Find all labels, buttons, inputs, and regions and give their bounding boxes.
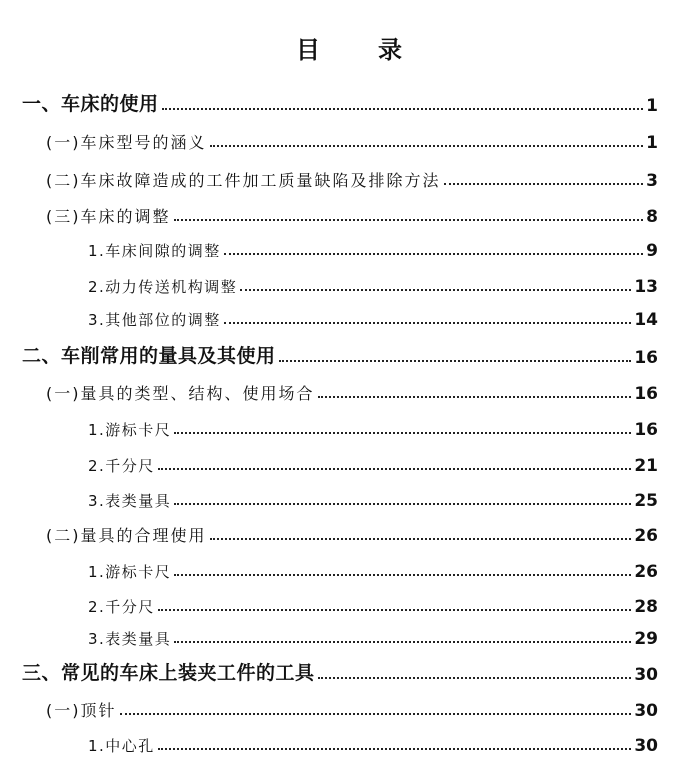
toc-entry-label: (三)车床的调整 — [46, 207, 171, 226]
toc-entry-page: 14 — [634, 310, 658, 330]
toc-entry — [88, 722, 658, 756]
toc-entry-label: 一、车床的使用 — [22, 93, 159, 115]
toc-entry-page: 8 — [646, 207, 658, 227]
toc-entry-label: 1.游标卡尺 — [88, 421, 172, 439]
dot-leader — [210, 144, 644, 147]
page-title — [0, 30, 698, 65]
toc-entry-label: (二)量具的合理使用 — [46, 526, 207, 545]
title-char-left: 目 — [296, 35, 320, 64]
dot-leader — [174, 573, 631, 576]
toc-entry-page: 28 — [634, 597, 658, 617]
dot-leader — [318, 676, 632, 679]
toc-entry-page: 21 — [634, 456, 658, 476]
toc-entry-page: 30 — [634, 665, 658, 685]
dot-leader — [279, 359, 632, 362]
dot-leader — [162, 107, 644, 110]
toc-entry-label: 1.中心孔 — [88, 737, 155, 755]
dot-leader — [174, 431, 631, 434]
toc-entry-page: 13 — [634, 277, 658, 297]
toc-entry — [46, 193, 658, 227]
toc-entry — [88, 615, 658, 649]
toc-entry — [88, 227, 658, 261]
toc-entry — [46, 512, 658, 546]
toc-entry-page: 29 — [634, 629, 658, 649]
toc-entry-page: 1 — [646, 133, 658, 153]
toc-entry-label: (一)车床型号的涵义 — [46, 133, 207, 152]
dot-leader — [158, 747, 632, 750]
toc-entry-label: (二)车床故障造成的工件加工质量缺陷及排除方法 — [46, 171, 441, 190]
dot-leader — [120, 712, 632, 715]
toc-entry — [88, 406, 658, 440]
toc-entry-label: 三、常见的车床上装夹工件的工具 — [22, 662, 315, 684]
dot-leader — [174, 640, 631, 643]
dot-leader — [224, 321, 632, 324]
toc-entry-page: 30 — [634, 701, 658, 721]
dot-leader — [224, 252, 643, 255]
toc-entry-label: (一)顶针 — [46, 701, 117, 720]
toc-entry-page: 26 — [634, 526, 658, 546]
toc-entry-page: 1 — [646, 96, 658, 116]
dot-leader — [444, 182, 644, 185]
toc-entry — [88, 442, 658, 476]
toc-entry — [88, 296, 658, 330]
toc-entry — [46, 119, 658, 153]
title-char-right: 录 — [378, 35, 402, 64]
dot-leader — [318, 395, 632, 398]
toc-entry-label: 二、车削常用的量具及其使用 — [22, 345, 276, 367]
toc-entry — [88, 548, 658, 582]
toc-entry-label: (一)量具的类型、结构、使用场合 — [46, 384, 315, 403]
toc-entry-page: 9 — [646, 241, 658, 261]
toc-entry-page: 16 — [634, 348, 658, 368]
toc-entry-page: 25 — [634, 491, 658, 511]
dot-leader — [210, 537, 632, 540]
dot-leader — [174, 502, 631, 505]
toc-entry-label: 1.游标卡尺 — [88, 563, 172, 581]
toc-entry-label: 2.动力传送机构调整 — [88, 278, 238, 296]
dot-leader — [240, 288, 631, 291]
toc-entry-page: 16 — [634, 384, 658, 404]
toc-entry — [22, 82, 658, 116]
dot-leader — [158, 467, 632, 470]
toc-entry-page: 3 — [646, 171, 658, 191]
toc-entry-label: 3.其他部位的调整 — [88, 311, 221, 329]
toc-entry — [46, 370, 658, 404]
toc-entry-label: 2.千分尺 — [88, 598, 155, 616]
toc-entry — [88, 263, 658, 297]
toc-entry-label: 3.表类量具 — [88, 630, 172, 648]
toc-entry — [88, 477, 658, 511]
toc-entry — [22, 651, 658, 685]
toc-entry-label: 3.表类量具 — [88, 492, 172, 510]
toc-entry-page: 30 — [634, 736, 658, 756]
toc-entry-page: 26 — [634, 562, 658, 582]
toc-entry-label: 1.车床间隙的调整 — [88, 242, 221, 260]
toc-entry-label: 2.千分尺 — [88, 457, 155, 475]
toc-entry — [46, 687, 658, 721]
toc-entry — [46, 157, 658, 191]
toc-entry — [22, 334, 658, 368]
toc-entry-page: 16 — [634, 420, 658, 440]
dot-leader — [174, 218, 644, 221]
dot-leader — [158, 608, 632, 611]
toc-entry — [88, 583, 658, 617]
